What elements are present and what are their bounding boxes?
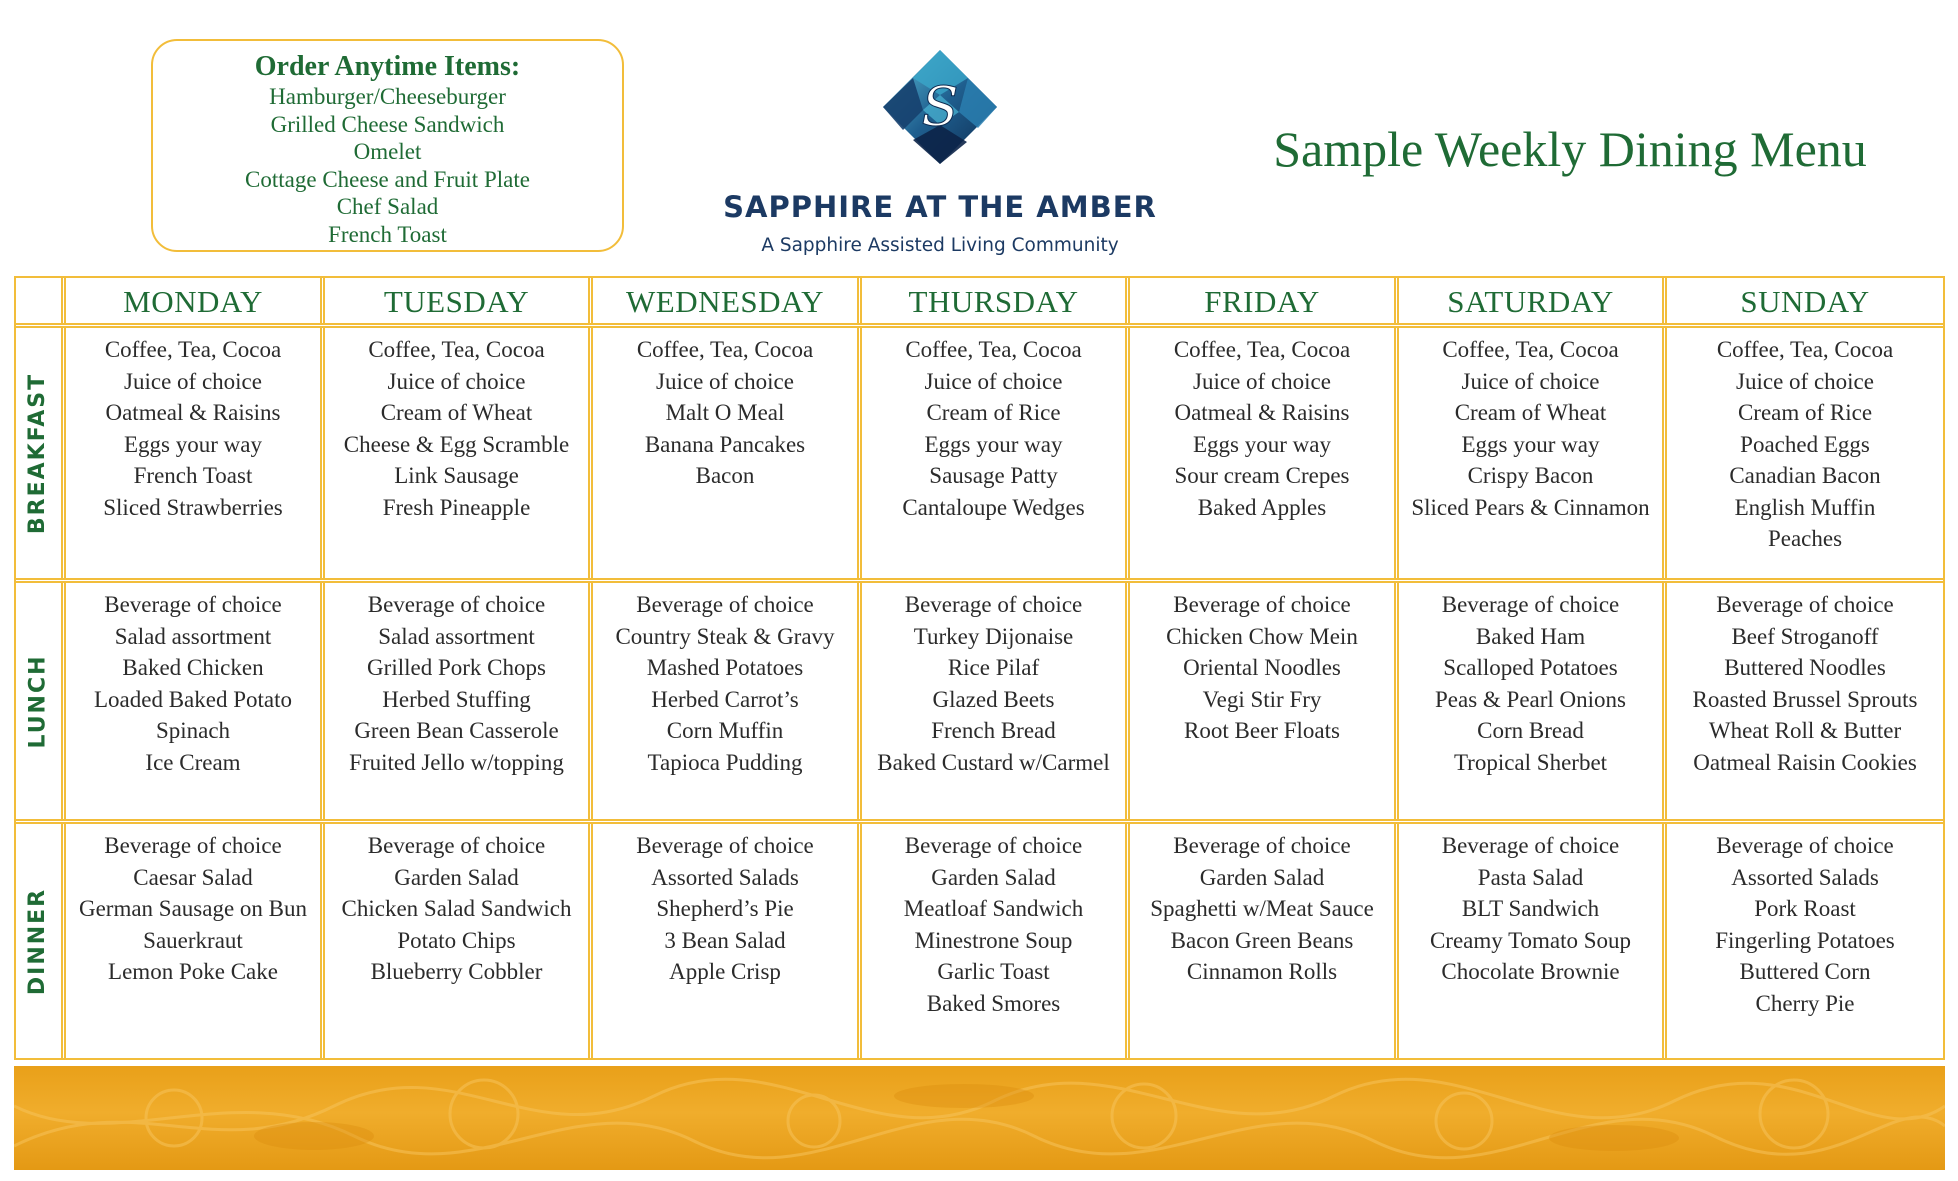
- menu-cell-dinner-wednesday: [593, 830, 857, 1058]
- menu-item: Baked Ham: [1475, 623, 1586, 649]
- menu-item: Malt O Meal: [665, 400, 785, 425]
- menu-item: Canadian Bacon: [1729, 463, 1881, 488]
- day-header-wednesday: WEDNESDAY: [626, 284, 824, 319]
- menu-item: Buttered Noodles: [1724, 655, 1886, 680]
- menu-item: Cheese & Egg Scramble: [343, 431, 570, 457]
- menu-item: French Bread: [931, 718, 1056, 743]
- order-anytime-title: Order Anytime Items:: [254, 51, 521, 82]
- menu-item: Beverage of choice: [904, 592, 1083, 617]
- menu-item: Rice Pilaf: [947, 655, 1040, 680]
- menu-item: English Muffin: [1734, 494, 1876, 520]
- menu-item: Fruited Jello w/topping: [349, 749, 564, 775]
- menu-item: Chicken Salad Sandwich: [341, 896, 572, 921]
- menu-item: Coffee, Tea, Cocoa: [636, 337, 814, 362]
- anytime-item: French Toast: [328, 221, 447, 247]
- menu-cell-lunch-thursday: [862, 589, 1125, 819]
- menu-item: Beverage of choice: [1716, 592, 1894, 617]
- menu-item: Oriental Noodles: [1183, 655, 1341, 680]
- menu-item: Beverage of choice: [104, 592, 282, 617]
- menu-item: Herbed Carrot’s: [651, 686, 799, 712]
- menu-item: Beverage of choice: [367, 592, 546, 617]
- menu-item: Juice of choice: [1461, 368, 1600, 394]
- menu-item: Herbed Stuffing: [382, 686, 531, 712]
- menu-item: Juice of choice: [924, 368, 1063, 394]
- menu-item: Country Steak & Gravy: [615, 623, 835, 649]
- menu-item: Juice of choice: [124, 368, 262, 394]
- anytime-item: Omelet: [353, 139, 422, 164]
- menu-item: Green Bean Casserole: [354, 718, 559, 743]
- menu-item: Roasted Brussel Sprouts: [1692, 686, 1918, 712]
- menu-cell-lunch-sunday: [1667, 589, 1943, 819]
- anytime-item: Chef Salad: [336, 194, 439, 219]
- menu-item: Sour cream Crepes: [1174, 463, 1350, 488]
- anytime-item: Grilled Cheese Sandwich: [270, 111, 505, 137]
- page-title: Sample Weekly Dining Menu: [1273, 121, 1867, 177]
- menu-item: Wheat Roll & Butter: [1708, 718, 1902, 743]
- menu-item: Baked Apples: [1197, 494, 1327, 520]
- menu-item: Spaghetti w/Meat Sauce: [1150, 896, 1374, 921]
- menu-item: Vegi Stir Fry: [1202, 686, 1322, 712]
- menu-item: Garden Salad: [394, 864, 519, 890]
- menu-item: Chocolate Brownie: [1441, 959, 1620, 984]
- menu-item: Eggs your way: [1461, 431, 1600, 457]
- menu-item: Loaded Baked Potato: [93, 686, 292, 712]
- menu-item: Beef Stroganoff: [1731, 623, 1879, 649]
- menu-item: Assorted Salads: [651, 864, 799, 890]
- menu-item: Salad assortment: [378, 623, 535, 649]
- menu-item: Salad assortment: [114, 623, 272, 649]
- meal-label-lunch: LUNCH: [25, 653, 51, 749]
- menu-item: Beverage of choice: [636, 592, 814, 617]
- menu-item: Peas & Pearl Onions: [1434, 686, 1626, 712]
- menu-cell-breakfast-tuesday: [325, 334, 588, 578]
- brand-name: SAPPHIRE AT THE AMBER: [723, 190, 1157, 224]
- menu-item: Eggs your way: [124, 431, 262, 457]
- menu-item: Ice Cream: [145, 749, 241, 775]
- menu-cell-lunch-wednesday: [593, 589, 857, 819]
- menu-item: Corn Bread: [1477, 718, 1584, 743]
- weekly-menu-grid: [14, 276, 1945, 1060]
- menu-item: Coffee, Tea, Cocoa: [104, 337, 282, 362]
- menu-item: Tapioca Pudding: [647, 749, 803, 775]
- menu-cell-dinner-tuesday: [325, 830, 588, 1058]
- menu-item: Bacon Green Beans: [1170, 927, 1354, 953]
- menu-item: BLT Sandwich: [1461, 896, 1600, 921]
- menu-item: Shepherd’s Pie: [656, 896, 794, 921]
- menu-item: Creamy Tomato Soup: [1429, 927, 1632, 953]
- menu-item: Cream of Wheat: [380, 400, 533, 425]
- menu-item: Meatloaf Sandwich: [903, 896, 1084, 921]
- decorative-banner: [14, 1066, 1945, 1170]
- menu-item: Cream of Rice: [1737, 400, 1873, 425]
- menu-item: Fresh Pineapple: [382, 494, 531, 520]
- menu-item: Mashed Potatoes: [646, 655, 804, 680]
- menu-cell-dinner-thursday: [862, 830, 1125, 1058]
- menu-item: Tropical Sherbet: [1453, 749, 1608, 775]
- menu-cell-lunch-tuesday: [325, 589, 588, 819]
- menu-item: Sliced Pears & Cinnamon: [1411, 494, 1650, 520]
- menu-item: Beverage of choice: [904, 833, 1083, 858]
- menu-item: Caesar Salad: [133, 864, 253, 890]
- menu-cell-breakfast-friday: [1130, 334, 1394, 578]
- menu-item: Baked Chicken: [122, 655, 264, 680]
- menu-item: Eggs your way: [1193, 431, 1331, 457]
- menu-item: Beverage of choice: [104, 833, 282, 858]
- menu-item: Minestrone Soup: [914, 927, 1073, 953]
- menu-item: Pasta Salad: [1477, 864, 1584, 890]
- menu-item: Beverage of choice: [1173, 833, 1351, 858]
- menu-cell-breakfast-sunday: [1667, 334, 1943, 578]
- menu-item: Garden Salad: [1199, 864, 1325, 890]
- menu-item: French Toast: [133, 463, 253, 488]
- anytime-item: Hamburger/Cheeseburger: [269, 84, 506, 109]
- brand-logo: [700, 20, 1180, 256]
- menu-cell-breakfast-monday: [66, 334, 320, 578]
- menu-item: Assorted Salads: [1731, 864, 1879, 890]
- menu-item: Poached Eggs: [1740, 431, 1870, 457]
- menu-cell-dinner-sunday: [1667, 830, 1943, 1058]
- meal-label-breakfast: BREAKFAST: [25, 372, 51, 534]
- menu-item: German Sausage on Bun: [78, 896, 308, 921]
- menu-item: Beverage of choice: [1441, 833, 1620, 858]
- menu-item: Pork Roast: [1754, 896, 1856, 921]
- menu-item: Beverage of choice: [367, 833, 546, 858]
- menu-item: Peaches: [1767, 526, 1843, 551]
- menu-item: Turkey Dijonaise: [913, 623, 1074, 649]
- svg-text:S: S: [921, 75, 959, 138]
- menu-item: Coffee, Tea, Cocoa: [368, 337, 545, 362]
- menu-cell-breakfast-thursday: [862, 334, 1125, 578]
- menu-item: Beverage of choice: [1173, 592, 1351, 617]
- menu-item: Sauerkraut: [143, 927, 243, 953]
- menu-item: Garlic Toast: [937, 959, 1050, 984]
- menu-item: Sliced Strawberries: [103, 494, 283, 520]
- menu-item: Bacon: [695, 463, 755, 488]
- menu-cell-breakfast-saturday: [1399, 334, 1662, 578]
- day-header-thursday: THURSDAY: [908, 284, 1079, 319]
- menu-item: Scalloped Potatoes: [1443, 655, 1618, 680]
- menu-item: Baked Custard w/Carmel: [877, 749, 1110, 775]
- menu-item: Coffee, Tea, Cocoa: [1442, 337, 1619, 362]
- menu-item: Beverage of choice: [636, 833, 814, 858]
- menu-item: Coffee, Tea, Cocoa: [905, 337, 1082, 362]
- menu-item: Eggs your way: [924, 431, 1063, 457]
- floral-pattern-icon: [14, 1066, 1945, 1170]
- menu-cell-lunch-friday: [1130, 589, 1394, 819]
- sapphire-diamond-icon: [883, 50, 997, 164]
- menu-item: Juice of choice: [387, 368, 526, 394]
- menu-cell-dinner-friday: [1130, 830, 1394, 1058]
- menu-item: Cherry Pie: [1755, 990, 1855, 1016]
- menu-cell-lunch-monday: [66, 589, 320, 819]
- day-header-tuesday: TUESDAY: [383, 284, 530, 319]
- menu-cell-dinner-saturday: [1399, 830, 1662, 1058]
- menu-item: Juice of choice: [656, 368, 794, 394]
- menu-item: Juice of choice: [1193, 368, 1331, 394]
- menu-item: Beverage of choice: [1441, 592, 1620, 617]
- anytime-item: Cottage Cheese and Fruit Plate: [245, 166, 530, 192]
- menu-item: Cream of Rice: [926, 400, 1061, 425]
- day-header-friday: FRIDAY: [1204, 284, 1320, 319]
- menu-item: Coffee, Tea, Cocoa: [1716, 337, 1894, 362]
- menu-item: Oatmeal Raisin Cookies: [1693, 749, 1917, 775]
- menu-item: Fingerling Potatoes: [1715, 927, 1895, 953]
- menu-item: Crispy Bacon: [1467, 463, 1594, 488]
- menu-item: Juice of choice: [1736, 368, 1874, 394]
- menu-item: Buttered Corn: [1739, 959, 1871, 984]
- menu-item: Cinnamon Rolls: [1186, 959, 1338, 984]
- menu-item: Grilled Pork Chops: [367, 655, 546, 680]
- menu-item: Apple Crisp: [669, 959, 781, 984]
- menu-item: Oatmeal & Raisins: [105, 400, 281, 425]
- meal-label-dinner: DINNER: [25, 887, 51, 995]
- menu-item: Garden Salad: [931, 864, 1056, 890]
- menu-cell-breakfast-wednesday: [593, 334, 857, 578]
- menu-item: Chicken Chow Mein: [1166, 623, 1358, 649]
- menu-cell-dinner-monday: [66, 830, 320, 1058]
- brand-tagline: A Sapphire Assisted Living Community: [761, 235, 1119, 256]
- day-header-monday: MONDAY: [123, 284, 263, 319]
- day-header-sunday: SUNDAY: [1740, 284, 1870, 319]
- menu-item: Spinach: [155, 718, 231, 743]
- menu-item: Beverage of choice: [1716, 833, 1894, 858]
- menu-item: Link Sausage: [394, 463, 519, 488]
- order-anytime-box: [151, 39, 624, 252]
- menu-item: Corn Muffin: [666, 718, 784, 743]
- menu-item: Glazed Beets: [932, 686, 1055, 712]
- menu-cell-lunch-saturday: [1399, 589, 1662, 819]
- menu-item: Sausage Patty: [929, 463, 1058, 488]
- menu-item: Oatmeal & Raisins: [1174, 400, 1350, 425]
- menu-item: Cantaloupe Wedges: [902, 494, 1085, 520]
- menu-item: Coffee, Tea, Cocoa: [1173, 337, 1351, 362]
- menu-item: Baked Smores: [926, 990, 1061, 1016]
- menu-item: Cream of Wheat: [1454, 400, 1607, 425]
- menu-item: Lemon Poke Cake: [108, 959, 278, 984]
- menu-item: 3 Bean Salad: [664, 927, 786, 953]
- menu-item: Banana Pancakes: [644, 431, 806, 457]
- menu-item: Blueberry Cobbler: [370, 959, 543, 984]
- menu-item: Potato Chips: [397, 927, 516, 953]
- day-header-saturday: SATURDAY: [1447, 284, 1614, 319]
- menu-item: Root Beer Floats: [1184, 718, 1340, 743]
